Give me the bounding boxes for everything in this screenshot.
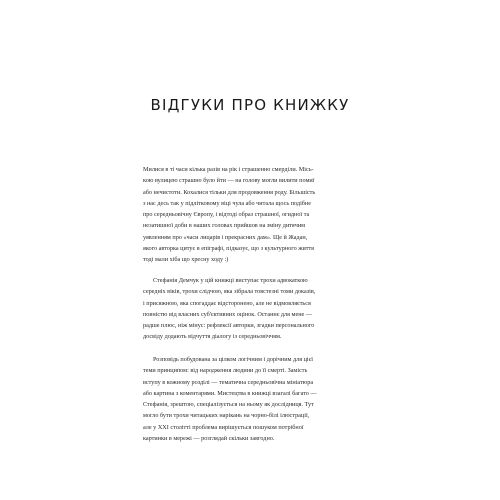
text-line: картинки в мережі — розглядай скільки завгодно. — [143, 435, 275, 443]
text-line: теми принципом: від народження людини до її смерті. Замість — [143, 367, 308, 375]
text-line: Милися в ті часи кілька разів на рік і страшенно смерділи. Місь- — [143, 166, 314, 173]
text-line: середніх віків, трохи слідчою, яка зібрала товстезні томи доказів, — [143, 288, 316, 296]
text-line: якого авторка цитує в епіграфі, підказує, що з культурного життя — [143, 245, 314, 253]
text-line: Розповідь побудована за цілком логічним і дорічним для цієї — [153, 356, 314, 363]
text-line: Стефанія Демчук у цій книжці виступає трохи адвокаткою — [153, 277, 308, 284]
text-line: досвіду додають відчуття діалогу із середньовіччям. — [143, 333, 282, 341]
text-line: і присяжною, яка спогаддає відсторонено, але не відмовляється — [143, 299, 311, 307]
text-line: з нас десь так у підлітковому віці чула або читала щось подібне — [143, 199, 311, 207]
text-line: про середньовічну Європу, і відтоді образ страшної, огидної та — [143, 211, 310, 219]
text-line: незатишної доби в наших головах прийшов на зміну дитячим — [143, 222, 306, 230]
paragraph-2 — [143, 275, 359, 343]
text-line: радше плюс, ніж мінус: рефлексії авторки, згадки персонального — [143, 322, 315, 330]
text-line: Стефанія, зрештою, спеціалізується на ньому як дослідниця. Тут — [143, 401, 314, 409]
text-line: могло бути трохи читацьких нарікань на чорно-білі ілюстрації, — [143, 412, 310, 420]
page-heading: ВІДГУКИ ПРО КНИЖКУ — [150, 96, 350, 114]
text-line: тоді мали хіба що хресну ходу :) — [143, 256, 229, 264]
text-line: кою вулицею страшно було йти — на голову могли вилити помиї — [143, 177, 315, 185]
paragraph-1 — [143, 164, 359, 266]
text-line: уявленням про «часи лицарів і прекрасних дам». Ще й Жадан, — [143, 233, 308, 241]
text-line: повністю від власних суб'єктивних оцінок. Останнє для мене — — [143, 310, 312, 318]
text-line: або нечистоти. Кохалися тільки для продовження роду. Більшість — [143, 188, 316, 196]
text-line: вступу в кожному розділі — тематична середньовічна мініатюра — [143, 378, 314, 386]
text-line: але у XXI столітті проблема вирішується пошуком потрібної — [143, 423, 304, 431]
paragraph-3 — [143, 354, 359, 444]
text-line: або картина з коментарями. Мистецтва в книжці взагалі багато — — [143, 389, 317, 397]
